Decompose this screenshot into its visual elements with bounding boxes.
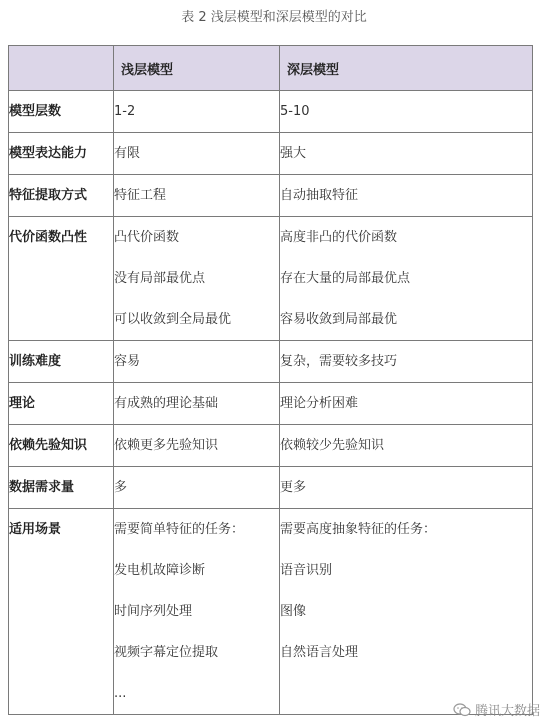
cell-line: 图像 [280, 604, 307, 619]
cell-line: 有成熟的理论基础 [114, 396, 219, 411]
cell-line: 复杂，需要较多技巧 [280, 354, 398, 369]
row-header-label: 特征提取方式 [9, 188, 88, 203]
cell-deep [280, 133, 533, 175]
watermark [453, 700, 540, 719]
cell-line: ... [114, 686, 127, 701]
table-row [9, 133, 533, 175]
row-header [9, 467, 114, 509]
row-header-label: 代价函数凸性 [9, 230, 88, 245]
row-header [9, 509, 114, 715]
row-header [9, 133, 114, 175]
cell-line: 自然语言处理 [280, 645, 359, 660]
cell-line: 5-10 [280, 104, 310, 119]
table-row [9, 467, 533, 509]
watermark-text: 腾讯大数据 [474, 704, 540, 719]
row-header-label: 模型层数 [9, 104, 62, 119]
cell-line: 强大 [280, 146, 307, 161]
cell-line: 视频字幕定位提取 [114, 645, 219, 660]
cell-shallow [114, 217, 280, 341]
cell-deep [280, 509, 533, 715]
cell-line: 1-2 [114, 104, 136, 119]
comparison-table [8, 45, 533, 715]
header-cell-shallow: 浅层模型 [114, 46, 280, 91]
cell-deep [280, 91, 533, 133]
row-header [9, 217, 114, 341]
cell-line: 容易 [114, 354, 141, 369]
wechat-icon [453, 703, 471, 717]
cell-line: 凸代价函数 [114, 230, 180, 245]
table-row [9, 383, 533, 425]
cell-line: 没有局部最优点 [114, 271, 206, 286]
row-header-label: 数据需求量 [9, 480, 75, 495]
cell-line: 语音识别 [280, 563, 333, 578]
table-row [9, 341, 533, 383]
cell-shallow [114, 91, 280, 133]
table-caption: 表 2 浅层模型和深层模型的对比 [181, 10, 367, 25]
cell-line: 自动抽取特征 [280, 188, 359, 203]
cell-deep [280, 425, 533, 467]
cell-deep [280, 175, 533, 217]
table-row [9, 175, 533, 217]
cell-shallow [114, 425, 280, 467]
cell-line: 特征工程 [114, 188, 167, 203]
cell-shallow [114, 383, 280, 425]
row-header [9, 383, 114, 425]
table-row [9, 91, 533, 133]
cell-line: 存在大量的局部最优点 [280, 271, 411, 286]
table-row [9, 509, 533, 715]
row-header [9, 425, 114, 467]
cell-line: 可以收敛到全局最优 [114, 312, 232, 327]
header-cell-deep: 深层模型 [280, 46, 533, 91]
row-header-label: 理论 [9, 396, 36, 411]
row-header-label: 适用场景 [9, 522, 62, 537]
cell-shallow [114, 175, 280, 217]
header-row [9, 46, 533, 91]
cell-line: 发电机故障诊断 [114, 563, 206, 578]
cell-line: 需要简单特征的任务： [114, 522, 245, 537]
cell-line: 有限 [114, 146, 141, 161]
cell-deep [280, 341, 533, 383]
cell-line: 时间序列处理 [114, 604, 193, 619]
row-header [9, 175, 114, 217]
cell-line: 高度非凸的代价函数 [280, 230, 398, 245]
cell-line: 容易收敛到局部最优 [280, 312, 398, 327]
cell-shallow [114, 341, 280, 383]
row-header-label: 训练难度 [9, 354, 62, 369]
table-row [9, 217, 533, 341]
row-header-label: 模型表达能力 [9, 146, 88, 161]
cell-line: 需要高度抽象特征的任务： [280, 522, 437, 537]
cell-deep [280, 217, 533, 341]
cell-line: 理论分析困难 [280, 396, 359, 411]
table-row [9, 425, 533, 467]
cell-line: 更多 [280, 480, 307, 495]
cell-line: 依赖较少先验知识 [280, 438, 385, 453]
cell-shallow [114, 509, 280, 715]
row-header-label: 依赖先验知识 [9, 438, 88, 453]
cell-deep [280, 467, 533, 509]
row-header [9, 91, 114, 133]
cell-deep [280, 383, 533, 425]
cell-line: 依赖更多先验知识 [114, 438, 219, 453]
cell-shallow [114, 467, 280, 509]
cell-shallow [114, 133, 280, 175]
cell-line: 多 [114, 480, 128, 495]
row-header [9, 341, 114, 383]
header-cell-empty [9, 46, 114, 91]
